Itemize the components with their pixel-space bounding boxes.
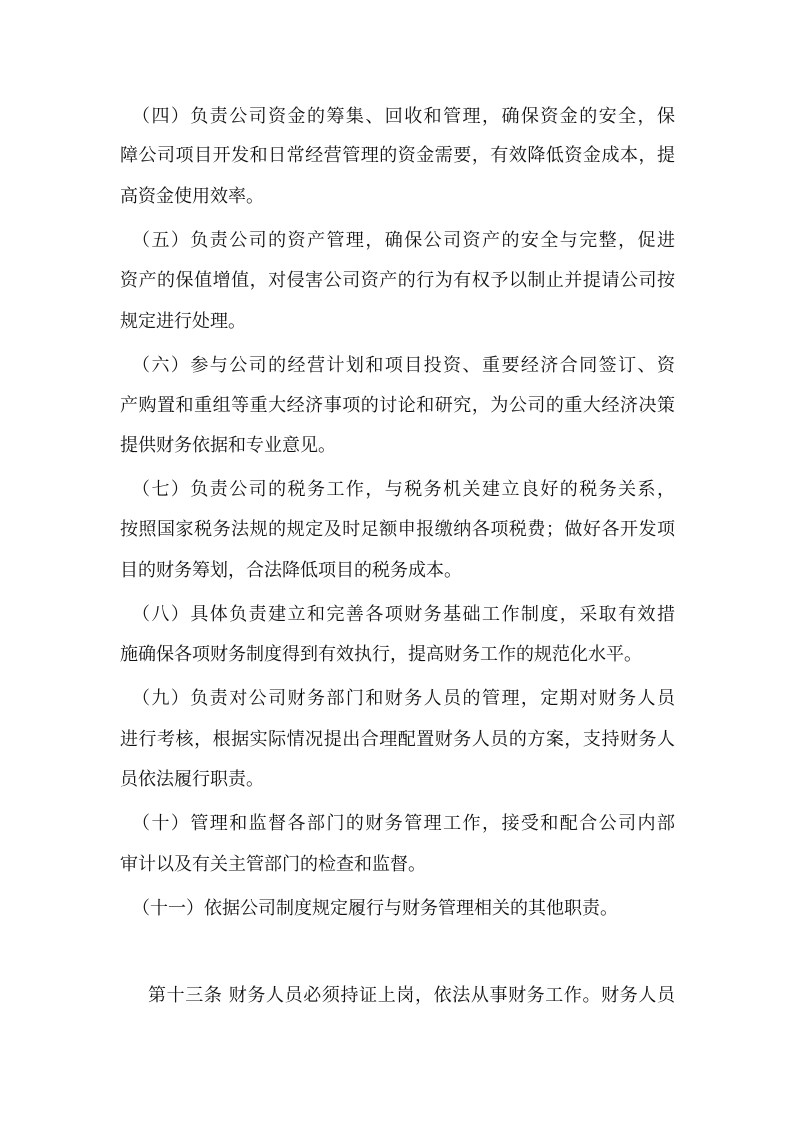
text-line: 高资金使用效率。	[120, 186, 264, 207]
text-line: （五）负责公司的资产管理，确保公司资产的安全与完整，促进	[132, 230, 675, 251]
text-line: （七）负责公司的税务工作，与税务机关建立良好的税务关系，	[132, 479, 675, 500]
text-line: （六）参与公司的经营计划和项目投资、重要经济合同签订、资	[132, 355, 675, 376]
text-line: 第十三条 财务人员必须持证上岗，依法从事财务工作。财务人员	[148, 985, 675, 1006]
text-line: （八）具体负责建立和完善各项财务基础工作制度，采取有效措	[132, 604, 675, 625]
text-line: 按照国家税务法规的规定及时足额申报缴纳各项税费；做好各开发项	[120, 519, 675, 540]
text-line: 目的财务筹划，合法降低项目的税务成本。	[120, 560, 462, 581]
text-line: 审计以及有关主管部门的检查和监督。	[120, 854, 426, 875]
text-line: 进行考核，根据实际情况提出合理配置财务人员的方案，支持财务人	[120, 729, 675, 750]
text-line: 资产的保值增值，对侵害公司资产的行为有权予以制止并提请公司按	[120, 270, 675, 291]
text-line: 提供财务依据和专业意见。	[120, 435, 336, 456]
text-line: （四）负责公司资金的筹集、回收和管理，确保资金的安全，保	[132, 106, 675, 127]
text-line: 员依法履行职责。	[120, 769, 264, 790]
text-line: 施确保各项财务制度得到有效执行，提高财务工作的规范化水平。	[120, 644, 642, 665]
text-line: 产购置和重组等重大经济事项的讨论和研究，为公司的重大经济决策	[120, 395, 675, 416]
text-line: 障公司项目开发和日常经营管理的资金需要，有效降低资金成本，提	[120, 145, 675, 166]
text-line: （九）负责对公司财务部门和财务人员的管理，定期对财务人员	[132, 688, 675, 709]
text-line: （十一）依据公司制度规定履行与财务管理相关的其他职责。	[132, 898, 618, 919]
text-line: （十）管理和监督各部门的财务管理工作，接受和配合公司内部	[132, 813, 675, 834]
text-line: 规定进行处理。	[120, 311, 246, 332]
